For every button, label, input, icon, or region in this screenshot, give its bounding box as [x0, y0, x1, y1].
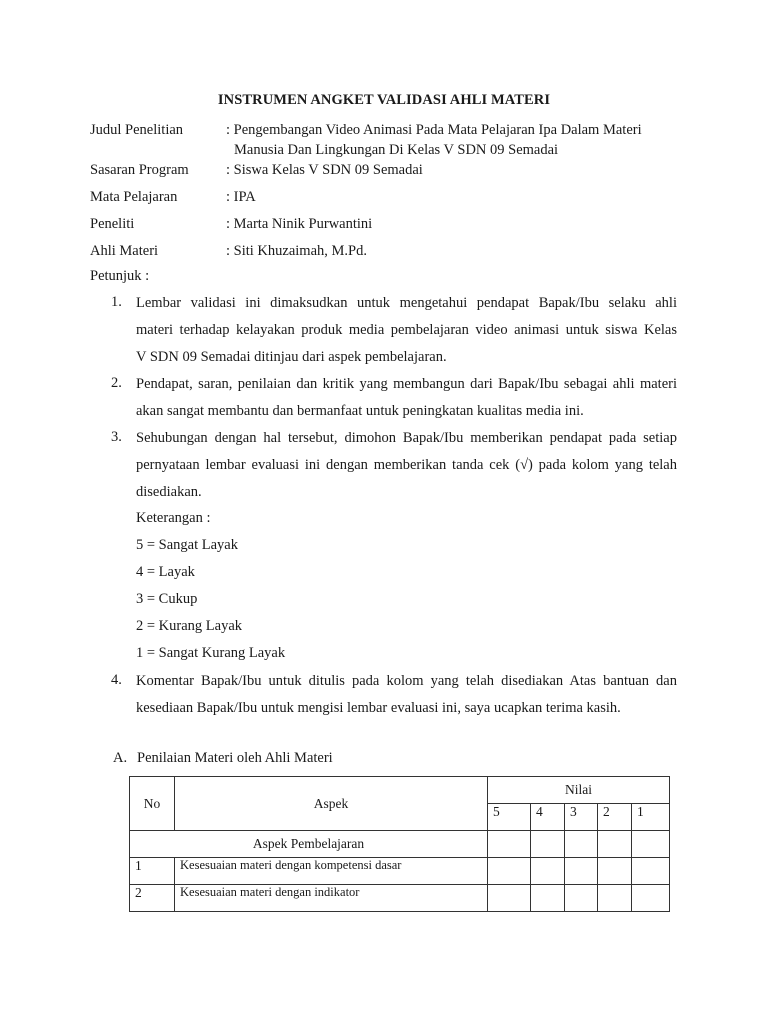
- list-line: Komentar Bapak/Ibu untuk ditulis pada kolom yang telah disediakan Atas bantuan dan: [136, 673, 677, 689]
- list-number: 2.: [111, 375, 122, 391]
- score-cell[interactable]: [632, 885, 670, 912]
- meta-value: : Siswa Kelas V SDN 09 Semadai: [226, 162, 423, 178]
- list-line: Sehubungan dengan hal tersebut, dimohon Bapak/Ibu memberikan pendapat pada setiap: [136, 430, 677, 446]
- list-line: disediakan.: [136, 484, 202, 500]
- header-nilai: Nilai: [488, 777, 670, 804]
- score-cell[interactable]: [598, 858, 632, 885]
- row-no: 2: [130, 885, 175, 912]
- section-label: Penilaian Materi oleh Ahli Materi: [137, 750, 333, 766]
- score-cell[interactable]: [565, 831, 598, 858]
- score-header: 2: [598, 804, 632, 831]
- score-cell[interactable]: [531, 831, 565, 858]
- header-aspek: Aspek: [175, 777, 488, 831]
- score-cell[interactable]: [632, 831, 670, 858]
- score-cell[interactable]: [598, 831, 632, 858]
- row-aspek: Kesesuaian materi dengan kompetensi dasar: [175, 858, 488, 885]
- header-no: No: [130, 777, 175, 831]
- list-line: materi terhadap kelayakan produk media pembelajaran video animasi untuk siswa Kelas: [136, 322, 677, 338]
- meta-value: : Siti Khuzaimah, M.Pd.: [226, 243, 367, 259]
- score-cell[interactable]: [632, 858, 670, 885]
- table-row: [130, 885, 670, 912]
- meta-label: Ahli Materi: [90, 243, 159, 259]
- group-row-label: Aspek Pembelajaran: [130, 831, 488, 858]
- score-header: 1: [632, 804, 670, 831]
- scale-item: 3 = Cukup: [136, 591, 198, 607]
- score-cell[interactable]: [488, 885, 531, 912]
- list-number: 1.: [111, 294, 122, 310]
- list-line: Pendapat, saran, penilaian dan kritik yang membangun dari Bapak/Ibu sebagai ahli materi: [136, 376, 677, 392]
- list-line: akan sangat membantu dan bermanfaat untuk peningkatan kualitas media ini.: [136, 403, 584, 419]
- list-line: V SDN 09 Semadai ditinjau dari aspek pembelajaran.: [136, 349, 447, 365]
- score-cell[interactable]: [565, 858, 598, 885]
- meta-value-continued: Manusia Dan Lingkungan Di Kelas V SDN 09 Semadai: [234, 142, 559, 158]
- score-header: 3: [565, 804, 598, 831]
- meta-label: Peneliti: [90, 216, 135, 232]
- score-header: 5: [488, 804, 531, 831]
- list-line: Lembar validasi ini dimaksudkan untuk mengetahui pendapat Bapak/Ibu selaku ahli: [136, 295, 677, 311]
- score-cell[interactable]: [531, 858, 565, 885]
- meta-label: Judul Penelitian: [90, 122, 184, 138]
- scale-item: 5 = Sangat Layak: [136, 537, 238, 553]
- meta-value: : Pengembangan Video Animasi Pada Mata Pelajaran Ipa Dalam Materi: [226, 122, 642, 138]
- section-letter: A.: [113, 750, 128, 766]
- page-title: INSTRUMEN ANGKET VALIDASI AHLI MATERI: [217, 92, 551, 108]
- scale-item: 4 = Layak: [136, 564, 195, 580]
- score-cell[interactable]: [531, 885, 565, 912]
- list-number: 3.: [111, 429, 122, 445]
- list-number: 4.: [111, 672, 122, 688]
- scale-item: 2 = Kurang Layak: [136, 618, 243, 634]
- score-cell[interactable]: [488, 831, 531, 858]
- petunjuk-label: Petunjuk :: [90, 268, 150, 284]
- score-header: 4: [531, 804, 565, 831]
- meta-label: Mata Pelajaran: [90, 189, 178, 205]
- keterangan-label: Keterangan :: [136, 510, 211, 526]
- meta-label: Sasaran Program: [90, 162, 189, 178]
- row-aspek: Kesesuaian materi dengan indikator: [175, 885, 488, 912]
- table-row: [130, 858, 670, 885]
- score-cell[interactable]: [565, 885, 598, 912]
- assessment-table: [129, 776, 670, 912]
- row-no: 1: [130, 858, 175, 885]
- meta-value: : IPA: [226, 189, 256, 205]
- scale-item: 1 = Sangat Kurang Layak: [136, 645, 286, 661]
- list-line: pernyataan lembar evaluasi ini dengan memberikan tanda cek (√) pada kolom yang telah: [136, 457, 677, 473]
- score-cell[interactable]: [488, 858, 531, 885]
- meta-value: : Marta Ninik Purwantini: [226, 216, 373, 232]
- score-cell[interactable]: [598, 885, 632, 912]
- list-line: kesediaan Bapak/Ibu untuk mengisi lembar evaluasi ini, saya ucapkan terima kasih.: [136, 700, 621, 716]
